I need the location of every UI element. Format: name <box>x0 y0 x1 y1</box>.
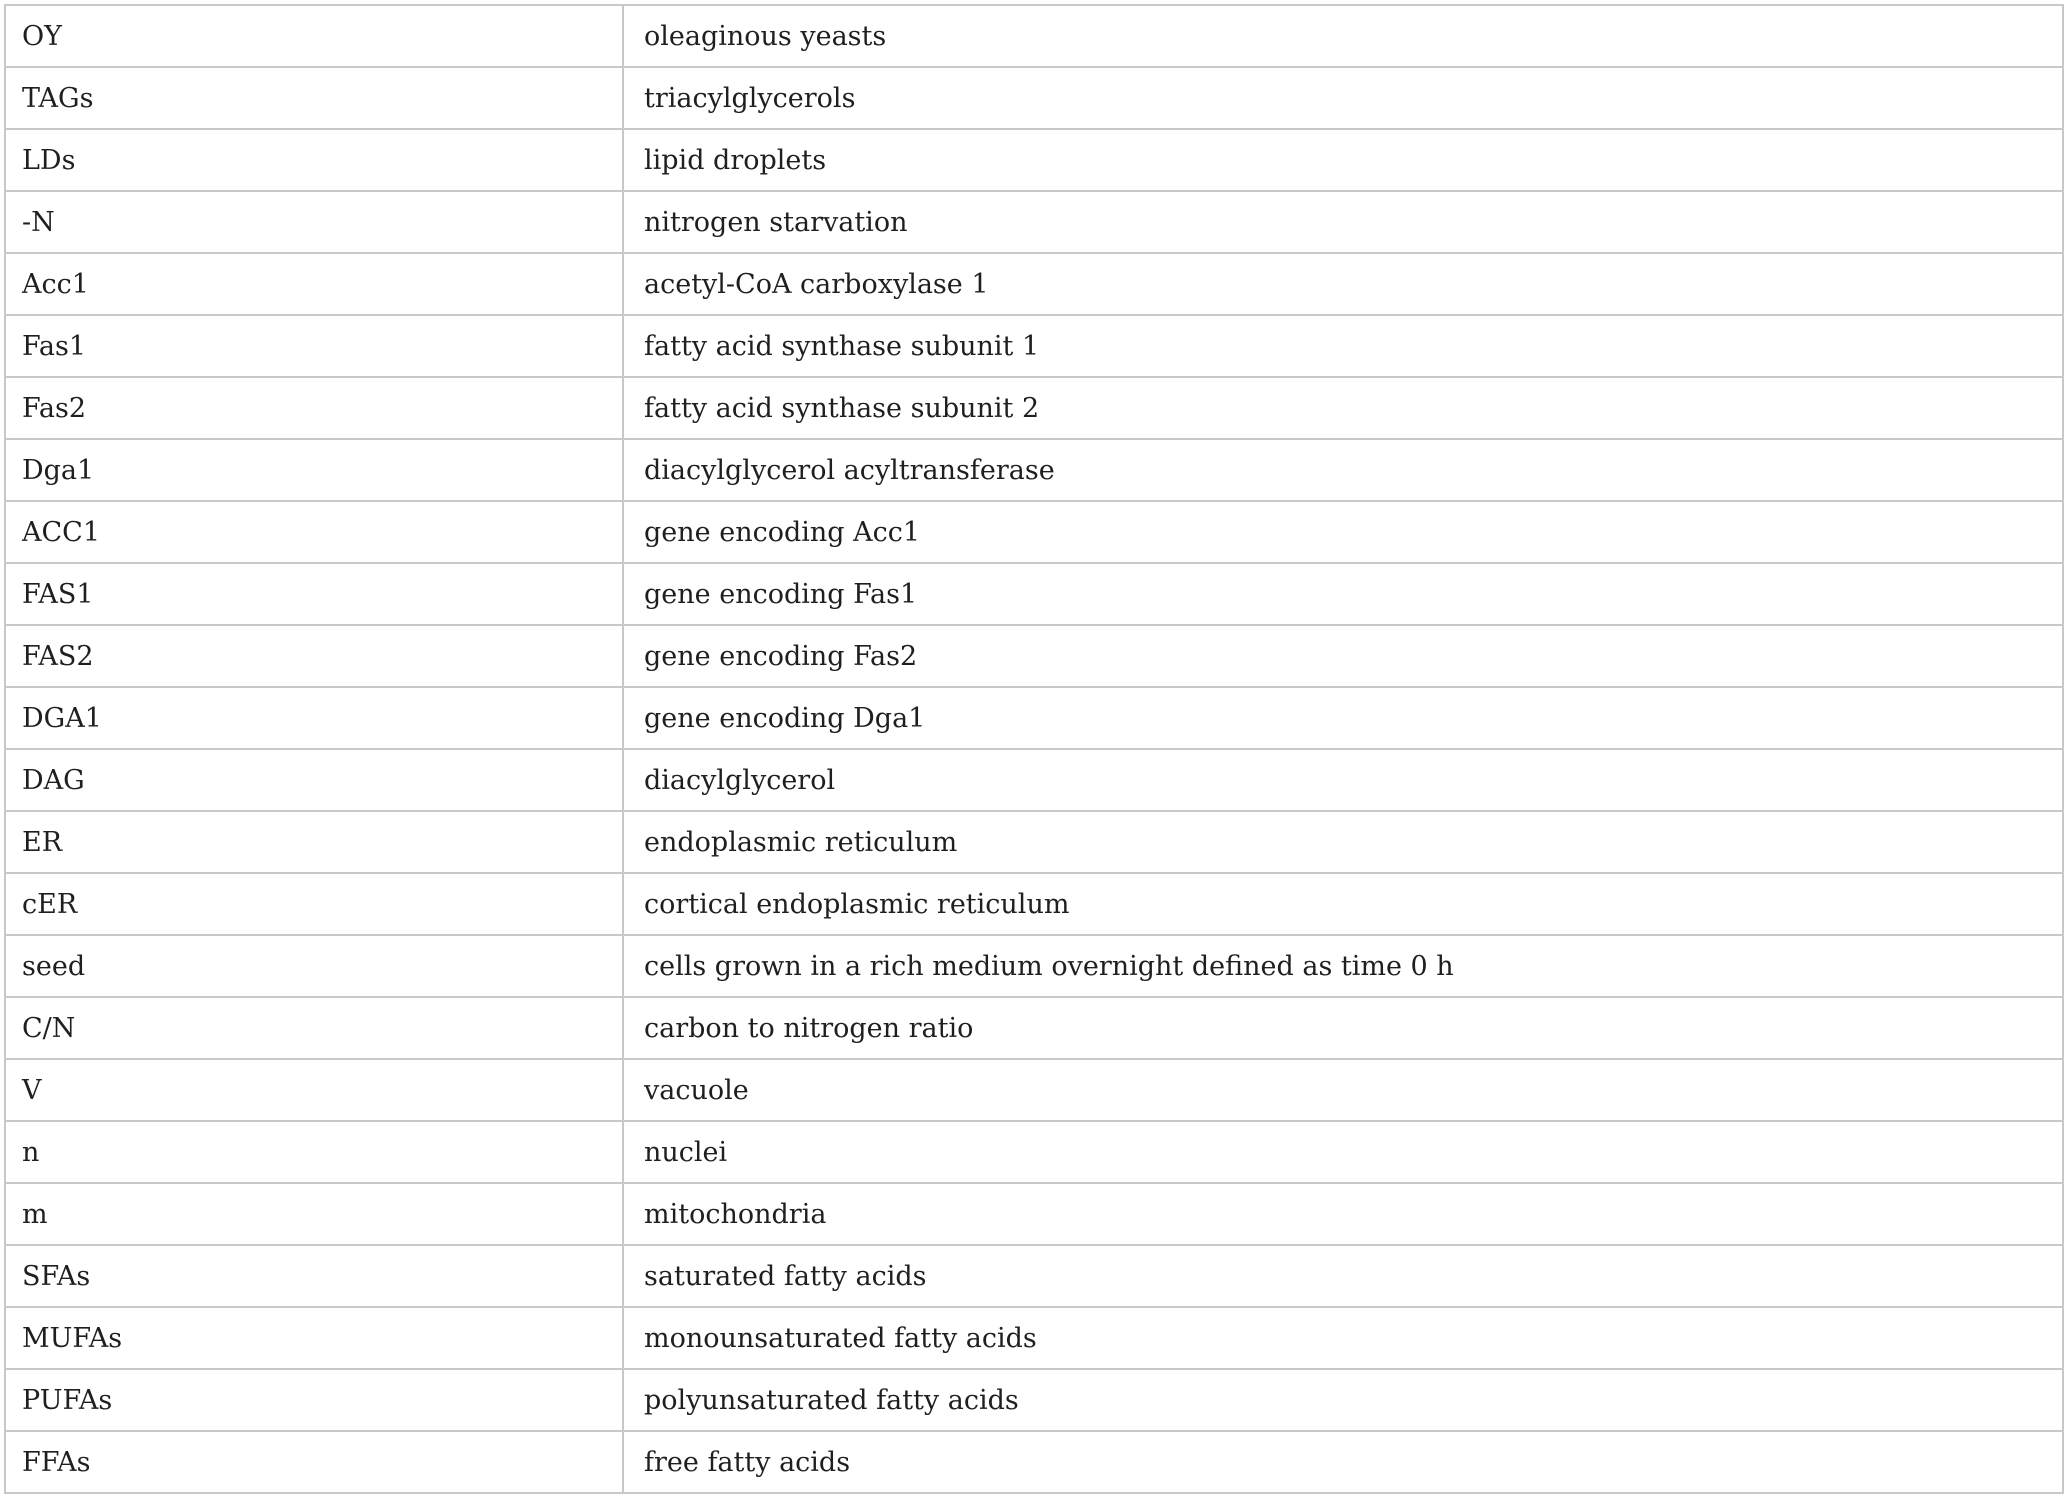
abbreviation-cell: FAS2 <box>5 625 623 687</box>
table-row <box>5 1369 2063 1431</box>
definition-cell: cells grown in a rich medium overnight defined as time 0 h <box>623 935 2063 997</box>
abbreviation-cell: OY <box>5 5 623 67</box>
abbreviation-cell: n <box>5 1121 623 1183</box>
table-row <box>5 67 2063 129</box>
table-row <box>5 625 2063 687</box>
abbreviation-cell: Dga1 <box>5 439 623 501</box>
definition-cell: fatty acid synthase subunit 2 <box>623 377 2063 439</box>
definition-cell: saturated fatty acids <box>623 1245 2063 1307</box>
abbreviation-cell: FAS1 <box>5 563 623 625</box>
abbreviations-table-body <box>5 5 2063 1493</box>
definition-cell: cortical endoplasmic reticulum <box>623 873 2063 935</box>
abbreviation-cell: Fas2 <box>5 377 623 439</box>
abbreviation-cell: LDs <box>5 129 623 191</box>
table-row <box>5 997 2063 1059</box>
abbreviation-cell: Fas1 <box>5 315 623 377</box>
table-row <box>5 439 2063 501</box>
definition-cell: gene encoding Fas1 <box>623 563 2063 625</box>
definition-cell: monounsaturated fatty acids <box>623 1307 2063 1369</box>
definition-cell: nitrogen starvation <box>623 191 2063 253</box>
table-row <box>5 191 2063 253</box>
definition-cell: triacylglycerols <box>623 67 2063 129</box>
definition-cell: polyunsaturated fatty acids <box>623 1369 2063 1431</box>
abbreviation-cell: FFAs <box>5 1431 623 1493</box>
abbreviation-cell: DGA1 <box>5 687 623 749</box>
definition-cell: gene encoding Fas2 <box>623 625 2063 687</box>
abbreviation-cell: TAGs <box>5 67 623 129</box>
definition-cell: carbon to nitrogen ratio <box>623 997 2063 1059</box>
abbreviation-cell: ER <box>5 811 623 873</box>
abbreviation-cell: DAG <box>5 749 623 811</box>
table-row <box>5 1183 2063 1245</box>
abbreviation-cell: C/N <box>5 997 623 1059</box>
abbreviation-cell: m <box>5 1183 623 1245</box>
table-row <box>5 1307 2063 1369</box>
definition-cell: mitochondria <box>623 1183 2063 1245</box>
definition-cell: vacuole <box>623 1059 2063 1121</box>
table-row <box>5 935 2063 997</box>
table-row <box>5 5 2063 67</box>
abbreviation-cell: Acc1 <box>5 253 623 315</box>
abbreviations-table <box>4 4 2064 1494</box>
definition-cell: oleaginous yeasts <box>623 5 2063 67</box>
table-row <box>5 811 2063 873</box>
definition-cell: acetyl-CoA carboxylase 1 <box>623 253 2063 315</box>
abbreviation-cell: ACC1 <box>5 501 623 563</box>
table-row <box>5 501 2063 563</box>
table-row <box>5 873 2063 935</box>
table-row <box>5 749 2063 811</box>
table-row <box>5 1245 2063 1307</box>
table-row <box>5 1059 2063 1121</box>
abbreviation-cell: SFAs <box>5 1245 623 1307</box>
table-row <box>5 1431 2063 1493</box>
table-row <box>5 377 2063 439</box>
abbreviation-cell: cER <box>5 873 623 935</box>
definition-cell: gene encoding Dga1 <box>623 687 2063 749</box>
definition-cell: nuclei <box>623 1121 2063 1183</box>
table-row <box>5 1121 2063 1183</box>
abbreviation-cell: -N <box>5 191 623 253</box>
definition-cell: gene encoding Acc1 <box>623 501 2063 563</box>
definition-cell: diacylglycerol acyltransferase <box>623 439 2063 501</box>
definition-cell: free fatty acids <box>623 1431 2063 1493</box>
table-row <box>5 253 2063 315</box>
table-row <box>5 563 2063 625</box>
definition-cell: lipid droplets <box>623 129 2063 191</box>
definition-cell: fatty acid synthase subunit 1 <box>623 315 2063 377</box>
table-row <box>5 129 2063 191</box>
abbreviation-cell: PUFAs <box>5 1369 623 1431</box>
abbreviation-cell: MUFAs <box>5 1307 623 1369</box>
table-row <box>5 315 2063 377</box>
table-row <box>5 687 2063 749</box>
abbreviation-cell: V <box>5 1059 623 1121</box>
definition-cell: diacylglycerol <box>623 749 2063 811</box>
abbreviation-cell: seed <box>5 935 623 997</box>
definition-cell: endoplasmic reticulum <box>623 811 2063 873</box>
